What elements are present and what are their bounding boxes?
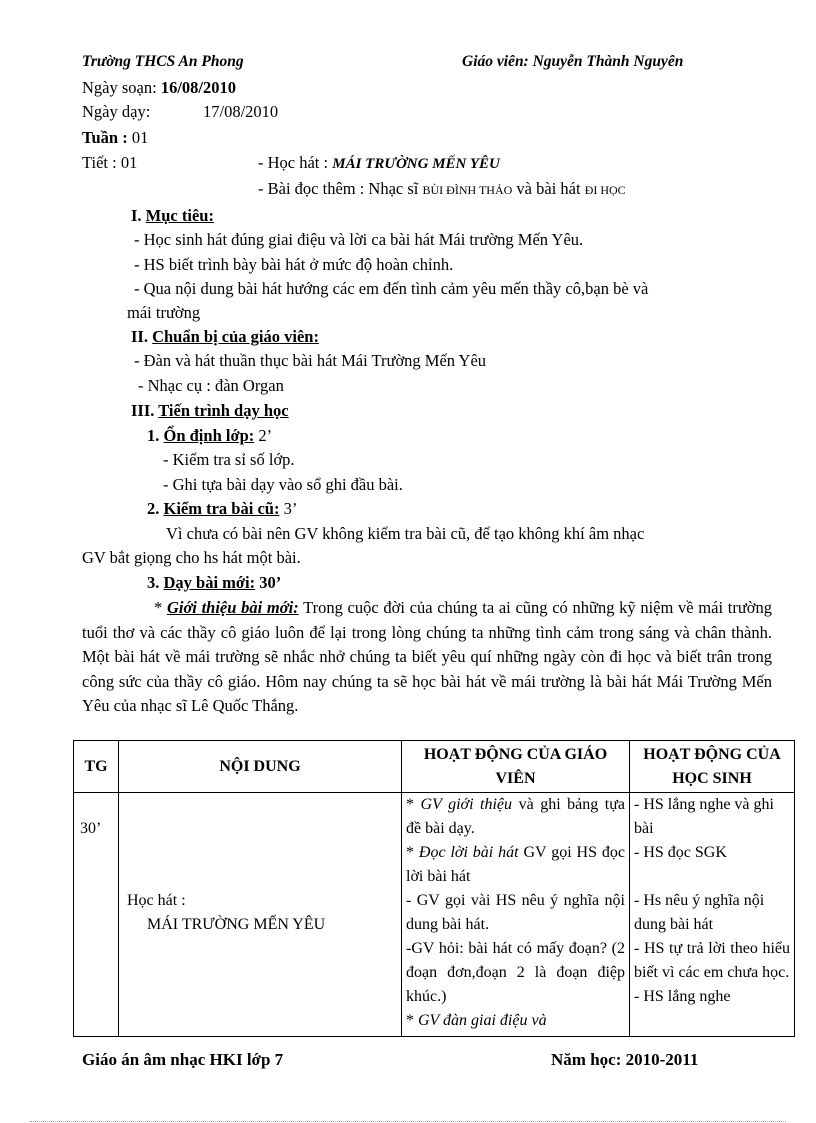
student-step-listen-2: - HS lắng nghe [634, 988, 731, 1005]
step-2-text-2: GV bắt giọng cho hs hát một bài. [82, 548, 301, 567]
table-row [74, 793, 795, 1037]
section-2-title: Chuẩn bị của giáo viên: [152, 327, 319, 346]
teacher-activity-cell [402, 793, 630, 1037]
student-step-read: - HS đọc SGK [634, 844, 727, 861]
section-3-heading [131, 399, 289, 423]
reading-topic-song: ĐI HỌC [584, 183, 626, 197]
step-1-title: Ổn định lớp: [163, 426, 255, 445]
prep-date-line [82, 76, 236, 100]
student-activity-cell [630, 793, 795, 1037]
prep-date-value: 16/08/2010 [160, 78, 236, 97]
teacher-step-read: * Đọc lời bài hát GV gọi HS đọc lời bài hát [406, 844, 625, 885]
step-1-time: 2’ [258, 426, 273, 445]
step-3-heading [147, 571, 281, 595]
content-label: Học hát : [127, 892, 186, 909]
section-1-title: Mục tiêu: [145, 206, 214, 225]
step-1-item: - Ghi tựa bài dạy vào sổ ghi đầu bài. [163, 475, 403, 494]
step-2-heading [147, 497, 297, 521]
section-1-num: I. [131, 206, 142, 225]
step-1-item: - Kiểm tra sỉ số lớp. [163, 450, 295, 469]
section-2-heading [131, 325, 319, 349]
header-teacher-activity: HOẠT ĐỘNG CỦA GIÁO VIÊN [402, 741, 630, 793]
period-line [82, 151, 137, 175]
content-cell [119, 793, 402, 1037]
section-2-num: II. [131, 327, 148, 346]
step-1-num: 1. [147, 426, 160, 445]
step-3-title: Dạy bài mới: [163, 573, 256, 592]
table-header-row [74, 741, 795, 793]
teacher-step-meaning: - GV gọi vài HS nêu ý nghĩa nội dung bài hát. [406, 892, 625, 933]
teacher-step-play: * GV đàn giai điệu và [406, 1012, 547, 1029]
step-2-title: Kiểm tra bài cũ: [163, 499, 280, 518]
step-1-heading [147, 424, 272, 448]
intro-label: Giới thiệu bài mới: [166, 598, 299, 617]
reading-topic-and: và bài hát [516, 179, 581, 198]
header-time: TG [74, 741, 119, 793]
student-step-answer: - HS tự trả lời theo hiểu biết vì các em chưa học. [634, 940, 790, 981]
step-2-num: 2. [147, 499, 160, 518]
song-topic-line [258, 151, 500, 176]
period-value: 01 [120, 153, 138, 172]
footer-school-year: Năm học: 2010-2011 [551, 1050, 699, 1069]
song-topic-label: - Học hát : [258, 153, 329, 172]
teach-date-label: Ngày dạy: [82, 102, 151, 121]
song-topic-title: MÁI TRƯỜNG MẾN YÊU [332, 156, 500, 172]
section-3-num: III. [131, 401, 155, 420]
step-3-num: 3. [147, 573, 160, 592]
week-value: 01 [131, 128, 149, 147]
objective-item: - Qua nội dung bài hát hướng các em đến tình cảm yêu mến thầy cô,bạn bè và [134, 279, 649, 298]
intro-paragraph [82, 596, 772, 719]
teacher-name: Giáo viên: Nguyễn Thành Nguyên [462, 53, 684, 70]
student-step-meaning: - Hs nêu ý nghĩa nội dung bài hát [634, 892, 765, 933]
intro-star: * [154, 598, 163, 617]
school-name: Trường THCS An Phong [82, 53, 244, 70]
step-3-time: 30’ [259, 573, 282, 592]
intro-text: Trong cuộc đời của chúng ta ai cũng có những kỹ niệm về mái trường tuổi thơ và các thầy cô giáo luôn để lại trong lòng chúng ta những tình cảm trong sáng và chân thành. Một bài hát về mái trường sẽ nhắc nhở chúng ta biết yêu quí những ngày còn đi học và biết trân trong công sức của thầy cô giáo. Hôm nay chúng ta sẽ học bài hát về mái trường là bài hát Mái Trường Mến Yêu của nhạc sĩ Lê Quốc Thắng. [82, 598, 772, 715]
time-cell: 30’ [74, 793, 119, 1037]
student-step-listen: - HS lắng nghe và ghi bài [634, 796, 774, 837]
reading-topic-line [258, 177, 626, 202]
week-line [82, 126, 148, 150]
section-3-title: Tiến trình dạy học [158, 401, 289, 420]
teacher-step-intro: * GV giới thiệu và ghi bảng tựa đề bài dạy. [406, 796, 625, 837]
teach-date-value: 17/08/2010 [203, 102, 279, 121]
lesson-table [73, 740, 795, 1037]
page-bottom-divider [30, 1121, 786, 1122]
teacher-step-question: -GV hỏi: bài hát có mấy đoạn? (2 đoạn đơn,đoạn 2 là đoạn điệp khúc.) [406, 940, 625, 1005]
preparation-item: - Nhạc cụ : đàn Organ [138, 376, 284, 395]
prep-date-label: Ngày soạn: [82, 78, 157, 97]
reading-topic-label: - Bài đọc thêm : Nhạc sĩ [258, 179, 419, 198]
step-2-time: 3’ [283, 499, 298, 518]
reading-topic-musician: BÙI ĐÌNH THẢO [422, 183, 513, 197]
header-student-activity: HOẠT ĐỘNG CỦA HỌC SINH [630, 741, 795, 793]
footer-course: Giáo án âm nhạc HKI lớp 7 [82, 1050, 284, 1069]
teach-date-line [82, 100, 150, 124]
objective-item: mái trường [127, 303, 201, 322]
week-label: Tuần : [82, 128, 128, 147]
preparation-item: - Đàn và hát thuần thục bài hát Mái Trường Mến Yêu [134, 351, 487, 370]
objective-item: - Học sinh hát đúng giai điệu và lời ca bài hát Mái trường Mến Yêu. [134, 230, 584, 249]
header-content: NỘI DUNG [119, 741, 402, 793]
objective-item: - HS biết trình bày bài hát ở mức độ hoàn chỉnh. [134, 255, 454, 274]
step-2-text-1: Vì chưa có bài nên GV không kiểm tra bài cũ, để tạo không khí âm nhạc [166, 524, 645, 543]
section-1-heading [131, 204, 214, 228]
period-label: Tiết : [82, 153, 117, 172]
content-title: MÁI TRƯỜNG MẾN YÊU [147, 916, 326, 933]
